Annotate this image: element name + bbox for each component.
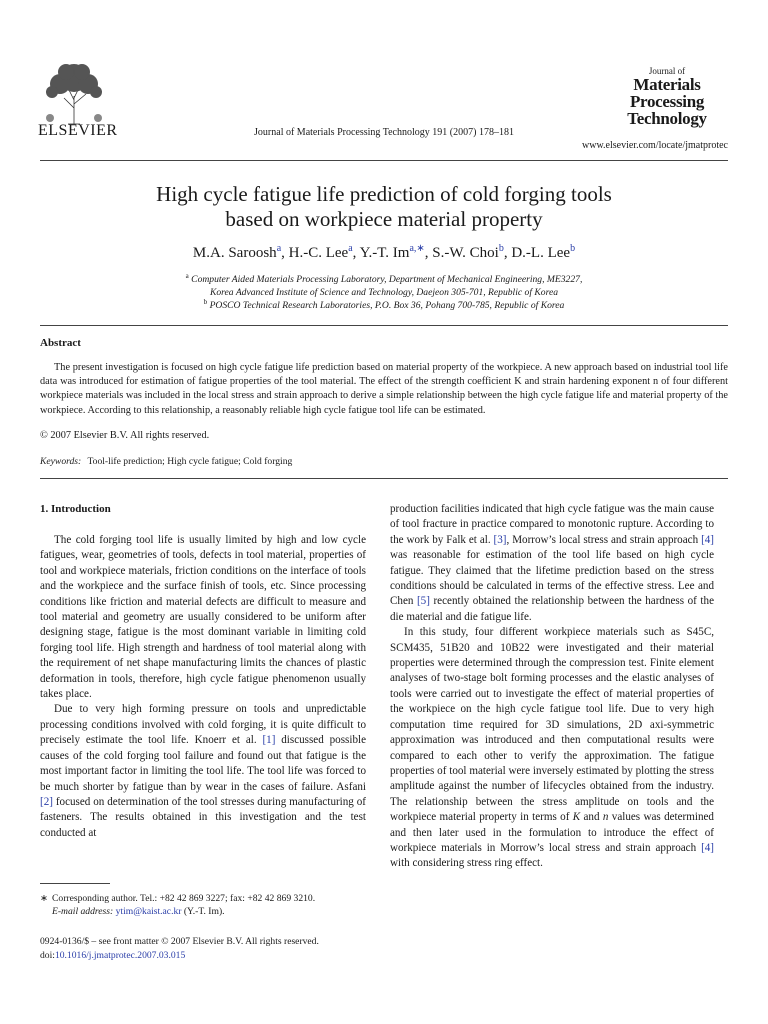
author-mark[interactable]: b [570, 243, 576, 254]
paragraph [390, 625, 714, 872]
text-run: and [580, 811, 603, 824]
publisher-name: ELSEVIER [38, 122, 118, 139]
affiliation-mark-a: a [185, 272, 189, 280]
text-run: recently obtained the relationship between the hardness of the die material and die fatigue life. [390, 595, 714, 623]
text-run: focused on determination of the tool stresses during manufacturing of fasteners. The results obtained in this investigation and the test conducted at [40, 795, 366, 839]
paragraph [390, 502, 714, 625]
affiliation-a-line2: Korea Advanced Institute of Science and Technology, Daejeon 305-701, Republic of Korea [209, 287, 559, 299]
text-run: was reasonable for estimation of the tool life based on high cycle fatigue. They claimed that the lifetime prediction based on the stress conditions should be calculated in terms of the effective stress. Lee and Chen [390, 549, 714, 608]
section-heading-introduction: 1. Introduction [40, 503, 111, 515]
journal-logo-of: Journal of [648, 66, 686, 76]
author-mark[interactable]: a [348, 243, 353, 254]
paragraph [40, 702, 366, 841]
abstract-bottom-divider [40, 478, 728, 479]
title-line-2: based on workpiece material property [225, 207, 543, 231]
text-run: In this study, four different workpiece materials such as S45C, SCM435, 51B20 and 10B22 were investigated and their material properties were determined through the compression test. Finite element analyses of two-stage bolt forming processes and the elastic analyses of tools were carried out to investigate the effect of material properties of the workpiece on the high cycle fatigue tool life. Due to very high computation time required for 3D simulations, 2D axi-symmetric approximation was introduced and then computational results were compared to each other to verify the approximation. The fatigue properties of tool material were inversely estimated by plotting the stress amplitude against the number of lifecycles obtained from the industry. The relationship between the stress amplitude on tools and the workpiece material property in terms of [390, 626, 714, 824]
doi-link[interactable]: 10.1016/j.jmatprotec.2007.03.015 [54, 949, 186, 961]
abstract-text: The present investigation is focused on high cycle fatigue life prediction based on material property of the workpiece. A new approach based on industrial tool life data was introduced for estimation of fatigue properties of the tool material. The effect of the strength coefficient K and strain hardening exponent n of four different workpiece materials was included in the local stress and strain approach to derive a simple relationship between the high cycle fatigue life and material property of the workpiece. According to this relationship, a reasonably reliable high cycle fatigue tool life can be estimated. [40, 362, 728, 416]
author-mark[interactable]: a [276, 243, 282, 254]
abstract-heading: Abstract [40, 337, 81, 349]
text-run: with considering stress ring effect. [390, 857, 543, 870]
author-mark[interactable]: b [498, 243, 504, 254]
keywords [40, 456, 292, 467]
doi-line [40, 949, 319, 963]
front-matter [40, 935, 319, 962]
author-name: H.-C. Lee [288, 245, 349, 261]
text-run: production facilities indicated that high cycle fatigue was the main cause of tool fracture in practice compared to monotonic rupture. According to the work by Falk et al. [390, 503, 714, 546]
text-run: discussed possible causes of the cold forging tool failure and found out that fatigue is the most important factor in limiting the tool life. The tool life was forced to be much shorter by fatigue than by wear in the cases of failure. Asfani [40, 734, 366, 793]
author-name: D.-L. Lee [511, 245, 571, 261]
citation-link[interactable]: [5] [416, 595, 430, 608]
footnote-contact: Corresponding author. Tel.: +82 42 869 3227; fax: +82 42 869 3210. [52, 893, 316, 904]
citation-link[interactable]: [4] [701, 841, 714, 854]
journal-logo-line1: Materials [633, 75, 701, 94]
paragraph: The cold forging tool life is usually limited by high and low cycle fatigues, wear, geometries of tools, defects in tool material, properties of tool and workpiece materials, friction conditions on the interface of tools and the workpiece and the surface finish of tools, etc. Since processing conditions like friction and material defects are difficult to measure and tool material and geometry are usually considered to be uniform after designing stage, fatigue is the most dominant variable in limiting cold forging tool life. High strength and hardness of tool material along with the requirement of net shape manufacturing limits the chances of plastic deformation in tools, therefore, high cycle fatigue phenomenon usually takes place. [40, 534, 366, 701]
abstract-copyright: © 2007 Elsevier B.V. All rights reserved. [40, 430, 210, 441]
author-list: M.A. Saroosh$^a$, H.-C. Lee$^a$, Y.-T. $Im^{a,∗}$, S.-W. Choi$^b$, D.-L. Lee$^b$ [192, 243, 576, 261]
abstract-top-divider [40, 325, 728, 326]
email-link[interactable]: ytim@kaist.ac.kr [115, 906, 182, 917]
journal-citation: Journal of Materials Processing Technology 191 (2007) 178–181 [254, 127, 514, 138]
affiliation-b-line1: POSCO Technical Research Laboratories, P.O. Box 36, Pohang 700-785, Republic of Korea [209, 300, 565, 312]
citation-link[interactable]: [4] [701, 533, 714, 546]
author-name: S.-W. Choi [432, 245, 499, 261]
footnote-star: ∗ [40, 893, 49, 904]
journal-logo [612, 66, 722, 127]
keywords-list: Tool-life prediction; High cycle fatigue; Cold forging [87, 456, 293, 467]
article-title [0, 182, 768, 232]
header-divider [40, 160, 728, 161]
email-label: E-mail address: [52, 906, 114, 917]
citation-link[interactable]: [2] [40, 795, 53, 808]
elsevier-tree-logo [38, 58, 110, 126]
affiliation-a-line1: Computer Aided Materials Processing Laboratory, Department of Mechanical Engineering, ME3227, [191, 274, 583, 286]
author-name: Y.-T. Im [359, 245, 410, 261]
author-mark[interactable]: a,∗ [409, 243, 425, 254]
journal-logo-line2: Processing [629, 92, 705, 111]
symbol-k: K [572, 811, 581, 824]
citation-link[interactable]: [3] [493, 533, 507, 546]
left-column [40, 533, 366, 841]
citation-link[interactable]: [1] [262, 734, 276, 747]
issn-line: 0924-0136/$ – see front matter © 2007 Elsevier B.V. All rights reserved. [40, 936, 319, 947]
journal-url[interactable]: www.elsevier.com/locate/jmatprotec [582, 140, 728, 151]
email-owner: (Y.-T. Im). [181, 906, 225, 917]
author-name: M.A. Saroosh [192, 245, 277, 261]
affiliation-b [0, 296, 768, 312]
journal-logo-line3: Technology [627, 109, 707, 128]
doi-label: doi: [40, 949, 55, 961]
title-line-1: High cycle fatigue life prediction of cold forging tools [156, 182, 612, 206]
affiliation-a [0, 270, 768, 299]
text-run: , Morrow’s local stress and strain approach [506, 533, 702, 546]
right-column [390, 502, 714, 872]
symbol-n: n [602, 811, 609, 824]
text-run: Due to very high forming pressure on tools and unpredictable processing conditions involved with cold forging, it is quite difficult to precisely estimate the tool life. Knoerr et al. [40, 703, 366, 747]
corresponding-author-footnote [40, 892, 315, 918]
text-run: values was determined and then later used in the formulation to introduce the effect of workpiece materials in Morrow’s local stress and strain approach [390, 811, 714, 854]
footnote-rule [40, 883, 110, 884]
affiliation-mark-b: b [203, 298, 208, 306]
keywords-label: Keywords: [40, 456, 82, 467]
